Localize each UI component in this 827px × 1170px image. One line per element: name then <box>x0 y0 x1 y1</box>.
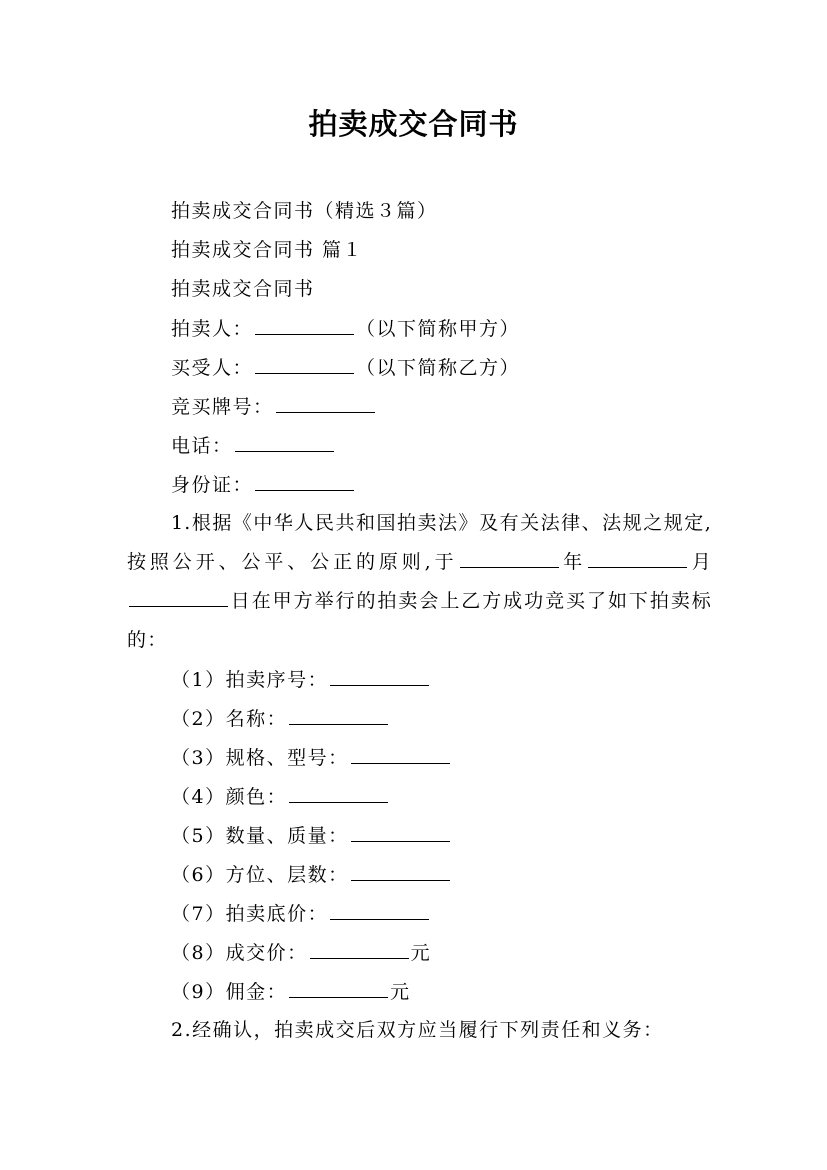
auctioneer-line <box>171 315 520 342</box>
item-label: （6）方位、层数： <box>171 864 349 886</box>
item-line <box>171 900 431 927</box>
fill-blank <box>255 315 354 335</box>
month-label: 月 <box>689 551 713 573</box>
fill-blank <box>255 471 354 491</box>
id-card-line <box>171 471 356 498</box>
item-label: （4）颜色： <box>171 786 288 808</box>
item-line <box>171 822 452 849</box>
clause-2-text: 2.经确认，拍卖成交后双方应当履行下列责任和义务： <box>171 1019 664 1041</box>
document-title: 拍卖成交合同书 <box>308 107 519 141</box>
fill-blank <box>330 666 429 686</box>
item-label: （8）成交价： <box>171 942 308 964</box>
item-label: （1）拍卖序号： <box>171 669 329 691</box>
line-text: 拍卖成交合同书 篇１ <box>171 239 364 261</box>
fill-blank <box>289 783 388 803</box>
item-line <box>171 744 452 771</box>
fill-blank <box>310 939 409 959</box>
item-line <box>171 783 390 810</box>
item-label: （2）名称： <box>171 708 288 730</box>
line-text: 竞买牌号： <box>171 396 274 418</box>
clause-1 <box>127 504 712 660</box>
fill-blank <box>235 432 334 452</box>
fill-blank <box>351 744 450 764</box>
year-label: 年 <box>560 551 587 573</box>
fill-blank <box>588 548 687 568</box>
fill-blank <box>255 354 354 374</box>
item-suffix: 元 <box>390 981 411 1003</box>
clause-1-text: 1.根据《中华人民共和国拍卖法》及有关法律、法规之规定,按照公开、公平、公正的原则,于 <box>127 512 712 573</box>
heading-line <box>171 276 315 302</box>
item-line <box>171 978 411 1005</box>
item-label: （5）数量、质量： <box>171 825 349 847</box>
fill-blank <box>289 978 388 998</box>
item-line <box>171 861 452 888</box>
item-line <box>171 705 390 732</box>
clause-1-text-2: 日在甲方举行的拍卖会上乙方成功竞买了如下拍卖标的： <box>127 590 712 651</box>
item-label: （3）规格、型号： <box>171 747 349 769</box>
line-suffix: （以下简称甲方） <box>356 318 521 340</box>
item-label: （7）拍卖底价： <box>171 903 329 925</box>
line-text: 拍卖人： <box>171 318 254 340</box>
bid-number-line <box>171 393 377 420</box>
fill-blank <box>460 548 559 568</box>
fill-blank <box>351 861 450 881</box>
item-line <box>171 666 431 693</box>
heading-line <box>171 237 363 263</box>
fill-blank <box>129 587 228 607</box>
fill-blank <box>330 900 429 920</box>
line-text: 拍卖成交合同书（精选３篇） <box>171 200 438 222</box>
item-suffix: 元 <box>410 942 432 964</box>
buyer-line <box>171 354 520 381</box>
phone-line <box>171 432 336 459</box>
item-line <box>171 939 431 966</box>
line-suffix: （以下简称乙方） <box>356 357 521 379</box>
line-text: 拍卖成交合同书 <box>171 278 315 300</box>
fill-blank <box>289 705 388 725</box>
line-text: 电话： <box>171 435 233 457</box>
clause-2 <box>171 1017 664 1043</box>
line-text: 身份证： <box>171 474 254 496</box>
fill-blank <box>276 393 375 413</box>
heading-line <box>171 198 438 224</box>
line-text: 买受人： <box>171 357 254 379</box>
fill-blank <box>351 822 450 842</box>
item-label: （9）佣金： <box>171 981 288 1003</box>
